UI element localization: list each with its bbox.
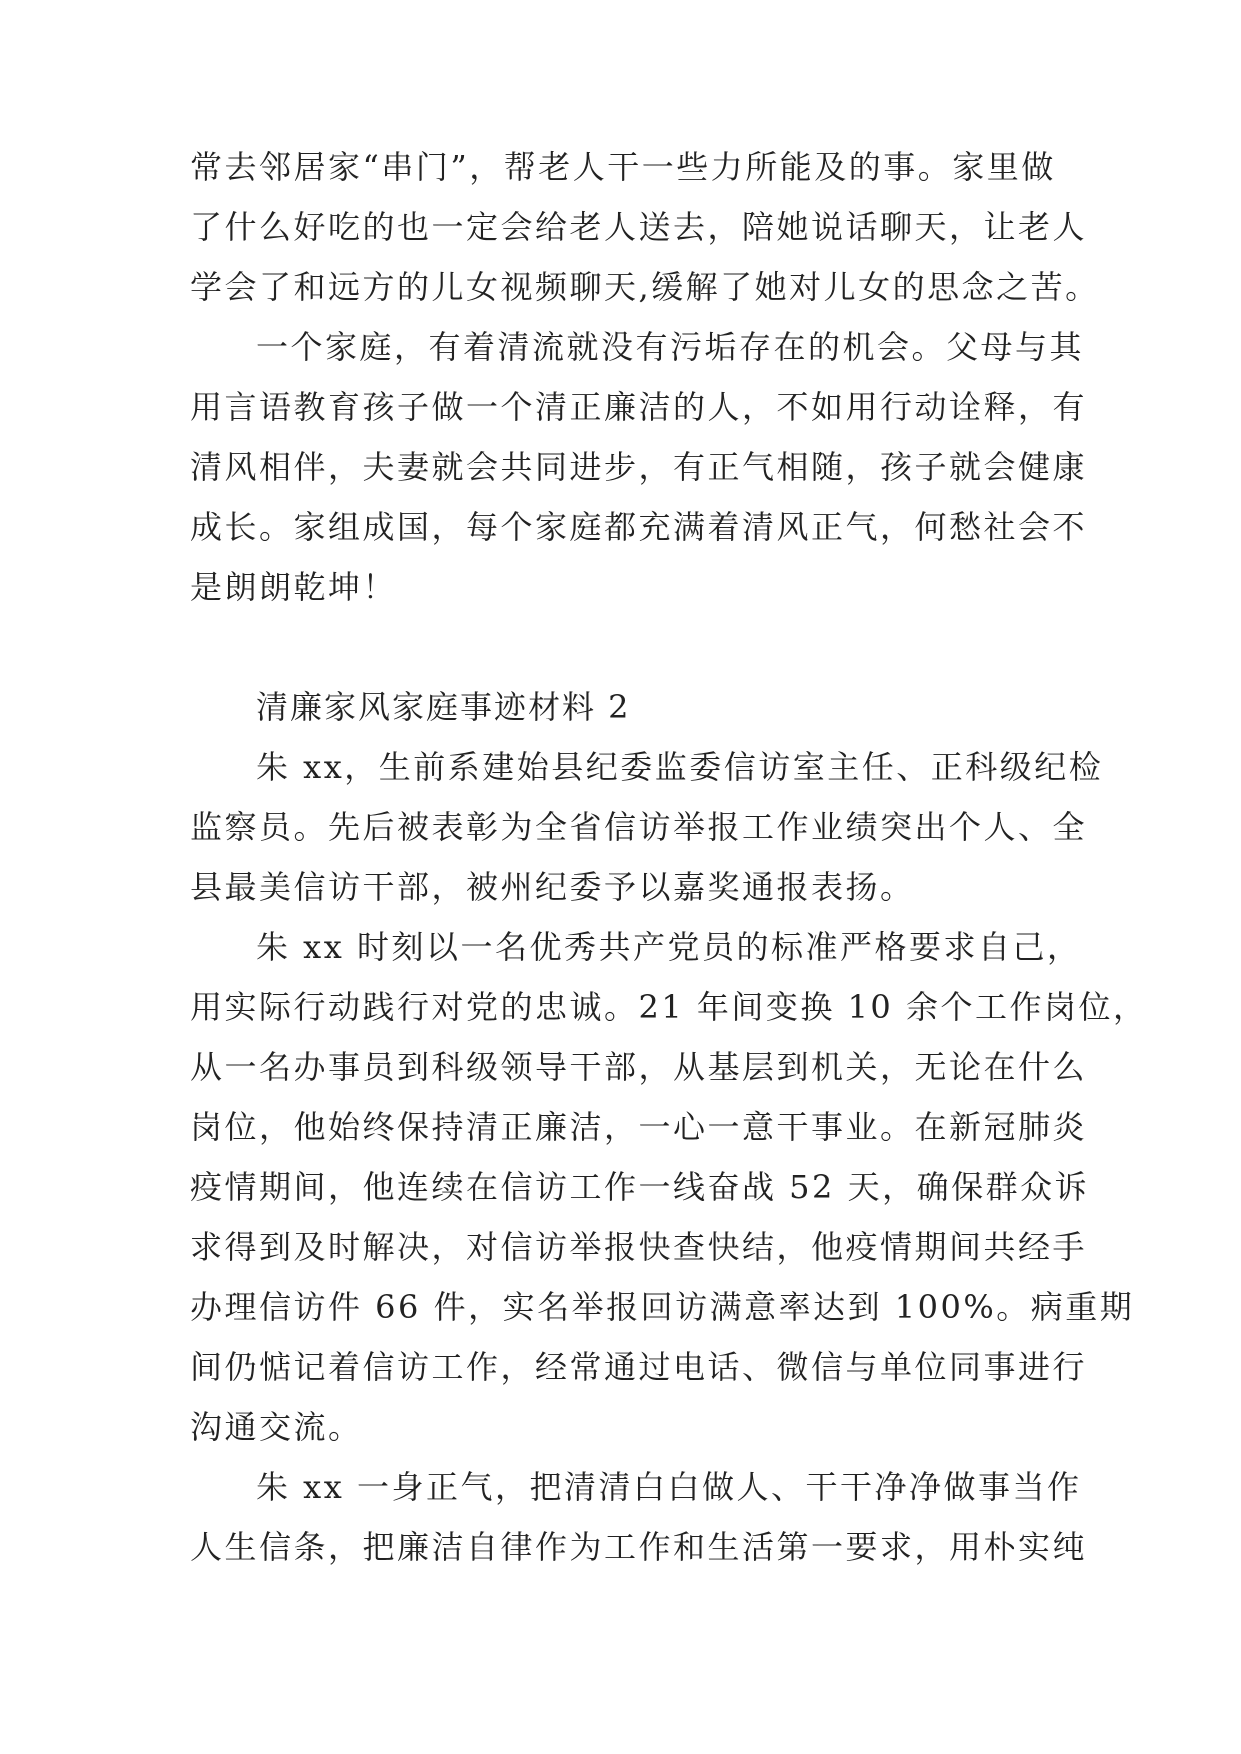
paragraph-line: 办理信访件 66 件，实名举报回访满意率达到 100%。病重期 xyxy=(190,1288,1135,1326)
paragraph-line: 成长。家组成国，每个家庭都充满着清风正气，何愁社会不 xyxy=(190,508,1088,546)
paragraph-line: 是朗朗乾坤！ xyxy=(190,568,398,606)
paragraph-line: 用实际行动践行对党的忠诚。21 年间变换 10 余个工作岗位， xyxy=(190,988,1148,1026)
paragraph-line: 学会了和远方的儿女视频聊天,缓解了她对儿女的思念之苦。 xyxy=(190,268,1100,306)
paragraph-line: 朱 xx，生前系建始县纪委监委信访室主任、正科级纪检 xyxy=(256,748,1104,786)
paragraph-line: 求得到及时解决，对信访举报快查快结，他疫情期间共经手 xyxy=(190,1228,1088,1266)
paragraph-line: 了什么好吃的也一定会给老人送去，陪她说话聊天，让老人 xyxy=(190,208,1088,246)
section-heading: 清廉家风家庭事迹材料 2 xyxy=(256,688,631,726)
paragraph-line: 监察员。先后被表彰为全省信访举报工作业绩突出个人、全 xyxy=(190,808,1088,846)
paragraph-line: 常去邻居家“串门”，帮老人干一些力所能及的事。家里做 xyxy=(190,148,1056,186)
paragraph-line: 岗位，他始终保持清正廉洁，一心一意干事业。在新冠肺炎 xyxy=(190,1108,1088,1146)
paragraph-line: 从一名办事员到科级领导干部，从基层到机关，无论在什么 xyxy=(190,1048,1088,1086)
paragraph-line: 人生信条，把廉洁自律作为工作和生活第一要求，用朴实纯 xyxy=(190,1528,1088,1566)
paragraph-line: 朱 xx 时刻以一名优秀共产党员的标准严格要求自己， xyxy=(256,928,1082,966)
paragraph-line: 疫情期间，他连续在信访工作一线奋战 52 天，确保群众诉 xyxy=(190,1168,1090,1206)
paragraph-line: 清风相伴，夫妻就会共同进步，有正气相随，孩子就会健康 xyxy=(190,448,1088,486)
paragraph-line: 一个家庭，有着清流就没有污垢存在的机会。父母与其 xyxy=(256,328,1085,366)
paragraph-line: 沟通交流。 xyxy=(190,1408,363,1446)
paragraph-line: 间仍惦记着信访工作，经常通过电话、微信与单位同事进行 xyxy=(190,1348,1088,1386)
paragraph-line: 朱 xx 一身正气，把清清白白做人、干干净净做事当作 xyxy=(256,1468,1082,1506)
paragraph-line: 用言语教育孩子做一个清正廉洁的人，不如用行动诠释，有 xyxy=(190,388,1088,426)
paragraph-line: 县最美信访干部，被州纪委予以嘉奖通报表扬。 xyxy=(190,868,915,906)
